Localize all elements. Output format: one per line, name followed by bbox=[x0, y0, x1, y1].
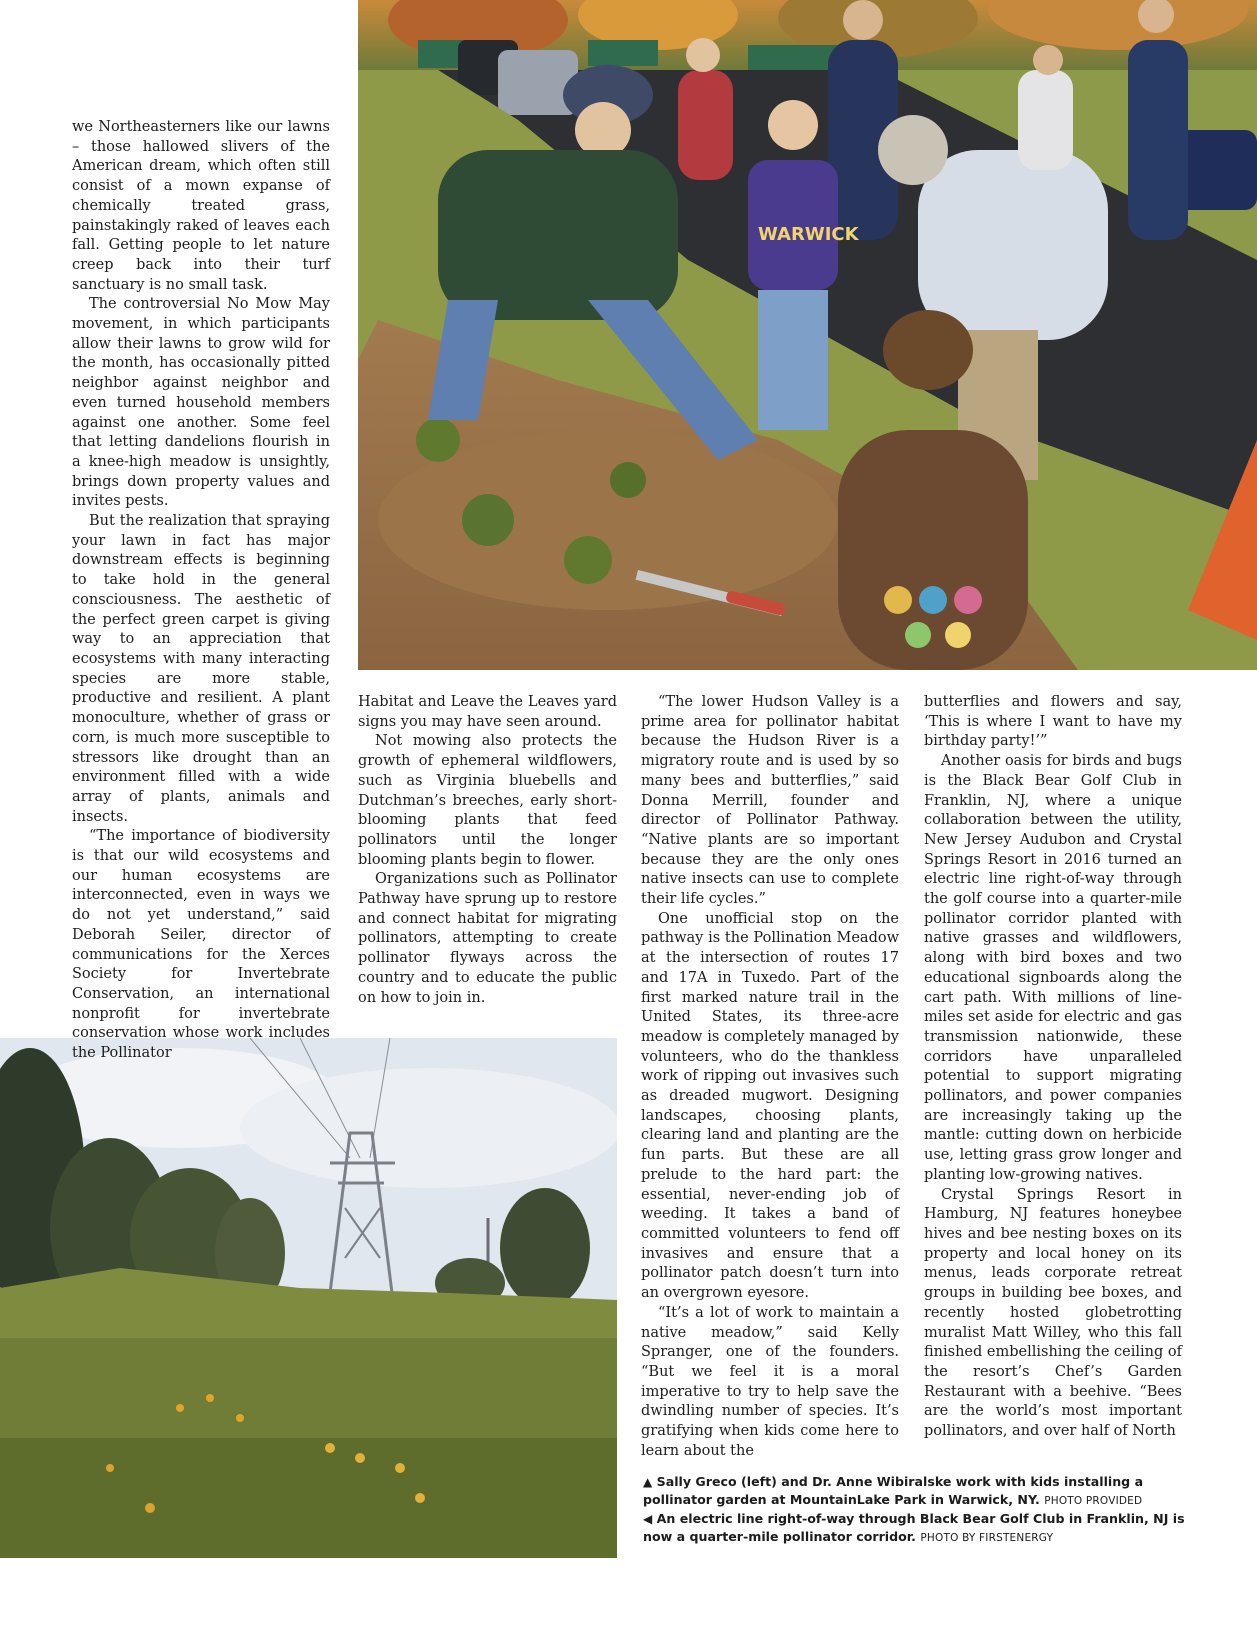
photo-credit: PHOTO BY FIRSTENERGY bbox=[920, 1532, 1054, 1544]
paragraph: Habitat and Leave the Leaves yard signs you may have seen around. bbox=[358, 694, 617, 730]
caption-text: Sally Greco (left) and Dr. Anne Wibiralske work with kids installing a pollinator garden at MountainLake Park in Warwick, NY. bbox=[643, 1474, 1144, 1507]
paragraph: butterflies and flowers and say, ‘This is where I want to have my birthday party!’” bbox=[924, 694, 1182, 750]
garden-photo-illustration bbox=[358, 0, 1257, 670]
paragraph: Another oasis for birds and bugs is the Black Bear Golf Club in Franklin, NJ, where a unique collaboration between the utility, New Jersey Audubon and Crystal Springs Resort in 2016 turned an electric line right-of-way through the golf course into a quarter-mile pollinator corridor planted with native grasses and wildflowers, along with bird boxes and two educational signboards along the cart path. With millions of line-miles set aside for electric and gas transmission nationwide, these corridors have unparalleled potential to support migrating pollinators, and power companies are increasingly taking up the mantle: cutting down on herbicide use, letting grass grow longer and planting low-growing natives. bbox=[924, 753, 1182, 1183]
photo-pollinator-garden-planting bbox=[358, 0, 1257, 670]
caption-text: An electric line right-of-way through Black Bear Golf Club in Franklin, NJ is now a quarter-mile pollinator corridor. bbox=[643, 1511, 1185, 1544]
paragraph: Crystal Springs Resort in Hamburg, NJ features honeybee hives and bee nesting boxes on its property and local honey on its menus, leads corporate retreat groups in building bee boxes, and recently hosted globetrotting muralist Matt Willey, who this fall finished embellishing the ceiling of the resort’s Chef’s Garden Restaurant with a beehive. “Bees are the world’s most important pollinators, and over half of North bbox=[924, 1186, 1182, 1440]
paragraph: “The importance of biodiversity is that our wild ecosystems and our human ecosystems are interconnected, even in ways we do not yet understand,” said Deborah Seiler, director of communications for the Xerces Society for Invertebrate Conservation, an international nonprofit for invertebrate conservation whose work includes the Pollinator bbox=[72, 828, 330, 1062]
paragraph: we Northeasterners like our lawns – those hallowed slivers of the American dream, which often still consist of a mown expanse of chemically treated grass, painstakingly raked of leaves each fall. Getting people to let nature creep back into their turf sanctuary is no small task. bbox=[72, 119, 330, 293]
up-arrow-icon: ▲ bbox=[643, 1475, 653, 1489]
paragraph: The controversial No Mow May movement, in which participants allow their lawns to grow wild for the month, has occasionally pitted neighbor against neighbor and even turned household members against one another. Some feel that letting dandelions flourish in a knee-high meadow is unsightly, brings down property values and invites pests. bbox=[72, 296, 330, 510]
powerline-photo-illustration bbox=[0, 1038, 617, 1558]
caption-top-photo bbox=[643, 1473, 1203, 1510]
photo-captions bbox=[643, 1473, 1203, 1547]
photo-credit: PHOTO PROVIDED bbox=[1044, 1495, 1143, 1507]
paragraph: One unofficial stop on the pathway is the Pollination Meadow at the intersection of routes 17 and 17A in Tuxedo. Part of the first marked nature trail in the United States, its three-acre meadow is completely managed by volunteers, who do the thankless work of ripping out invasives such as dreaded mugwort. Designing landscapes, choosing plants, clearing land and planting are the fun parts. But these are all prelude to the hard part: the essential, never-ending job of weeding. It takes a band of committed volunteers to fend off invasives and ensure that a pollinator patch doesn’t turn into an overgrown eyesore. bbox=[641, 910, 899, 1302]
paragraph: But the realization that spraying your lawn in fact has major downstream effects is beginning to take hold in the general consciousness. The aesthetic of the perfect green carpet is giving way to an appreciation that ecosystems with many interacting species are more stable, productive and resilient. A plant monoculture, whether of grass or corn, is much more susceptible to stressors like drought than an environment filled with a wide array of plants, animals and insects. bbox=[72, 513, 330, 825]
paragraph: “It’s a lot of work to maintain a native meadow,” said Kelly Spranger, one of the founders. “But we feel it is a moral imperative to try to help save the dwindling number of species. It’s gratifying when kids come here to learn about the bbox=[641, 1304, 899, 1459]
shirt-text: WARWICK bbox=[758, 224, 859, 245]
paragraph: Organizations such as Pollinator Pathway have sprung up to restore and connect habitat for migrating pollinators, attempting to create pollinator flyways across the country and to educate the public on how to join in. bbox=[358, 871, 617, 1006]
photo-powerline-pollinator-corridor bbox=[0, 1038, 617, 1558]
article-column-2 bbox=[358, 693, 617, 1008]
left-arrow-icon: ◀ bbox=[643, 1512, 653, 1526]
caption-bottom-photo bbox=[643, 1510, 1203, 1547]
paragraph: “The lower Hudson Valley is a prime area for pollinator habitat because the Hudson River is a migratory route and is used by so many bees and butterflies,” said Donna Merrill, founder and director of Pollinator Pathway. “Native plants are so important because they are the only ones native insects can use to complete their life cycles.” bbox=[641, 694, 899, 908]
article-column-1 bbox=[72, 118, 330, 1064]
paragraph: Not mowing also protects the growth of ephemeral wildflowers, such as Virginia bluebells and Dutchman’s breeches, early short-blooming plants that feed pollinators until the longer blooming plants begin to flower. bbox=[358, 733, 617, 868]
article-column-3 bbox=[641, 693, 899, 1461]
article-column-4 bbox=[924, 693, 1182, 1442]
